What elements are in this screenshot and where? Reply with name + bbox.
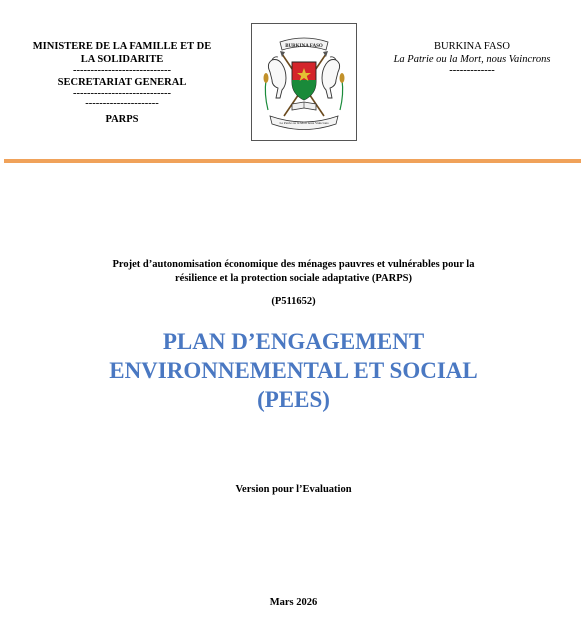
header-separator xyxy=(4,159,581,163)
emblem-ribbon-text: La Patrie ou la Mort nous Vaincrons xyxy=(279,121,329,125)
ministry-name-line2: LA SOLIDARITE xyxy=(80,54,164,65)
project-code: (P511652) xyxy=(271,296,316,307)
divider-line: --------------------- xyxy=(85,98,159,109)
project-title-line2: résilience et la protection sociale adaptative (PARPS) xyxy=(175,273,412,284)
unit-label: PARPS xyxy=(105,114,139,125)
document-title-line1: PLAN D’ENGAGEMENT xyxy=(162,329,425,354)
document-version: Version pour l’Evaluation xyxy=(235,484,352,495)
country-name: BURKINA FASO xyxy=(434,41,510,52)
divider-line: ---------------------------- xyxy=(73,88,171,99)
document-date: Mars 2026 xyxy=(269,597,318,608)
ministry-name-line1: MINISTERE DE LA FAMILLE ET DE xyxy=(32,41,212,52)
project-title xyxy=(70,258,517,286)
country-header xyxy=(372,40,572,75)
emblem-banner-text: BURKINA FASO xyxy=(285,44,323,49)
project-title-line1: Projet d’autonomisation économique des ménages pauvres et vulnérables pour la xyxy=(112,259,475,270)
ministry-header xyxy=(14,40,230,126)
divider-line: ------------- xyxy=(449,65,495,76)
coat-of-arms-emblem xyxy=(251,23,357,141)
divider-line: ---------------------------- xyxy=(73,65,171,76)
document-title-line2: ENVIRONNEMENTAL ET SOCIAL xyxy=(109,358,478,383)
secretariat-label: SECRETARIAT GENERAL xyxy=(57,77,187,88)
coat-of-arms-icon xyxy=(252,24,356,140)
national-motto: La Patrie ou la Mort, nous Vaincrons xyxy=(393,54,551,65)
document-title xyxy=(80,327,507,414)
document-title-line3: (PEES) xyxy=(257,387,330,412)
